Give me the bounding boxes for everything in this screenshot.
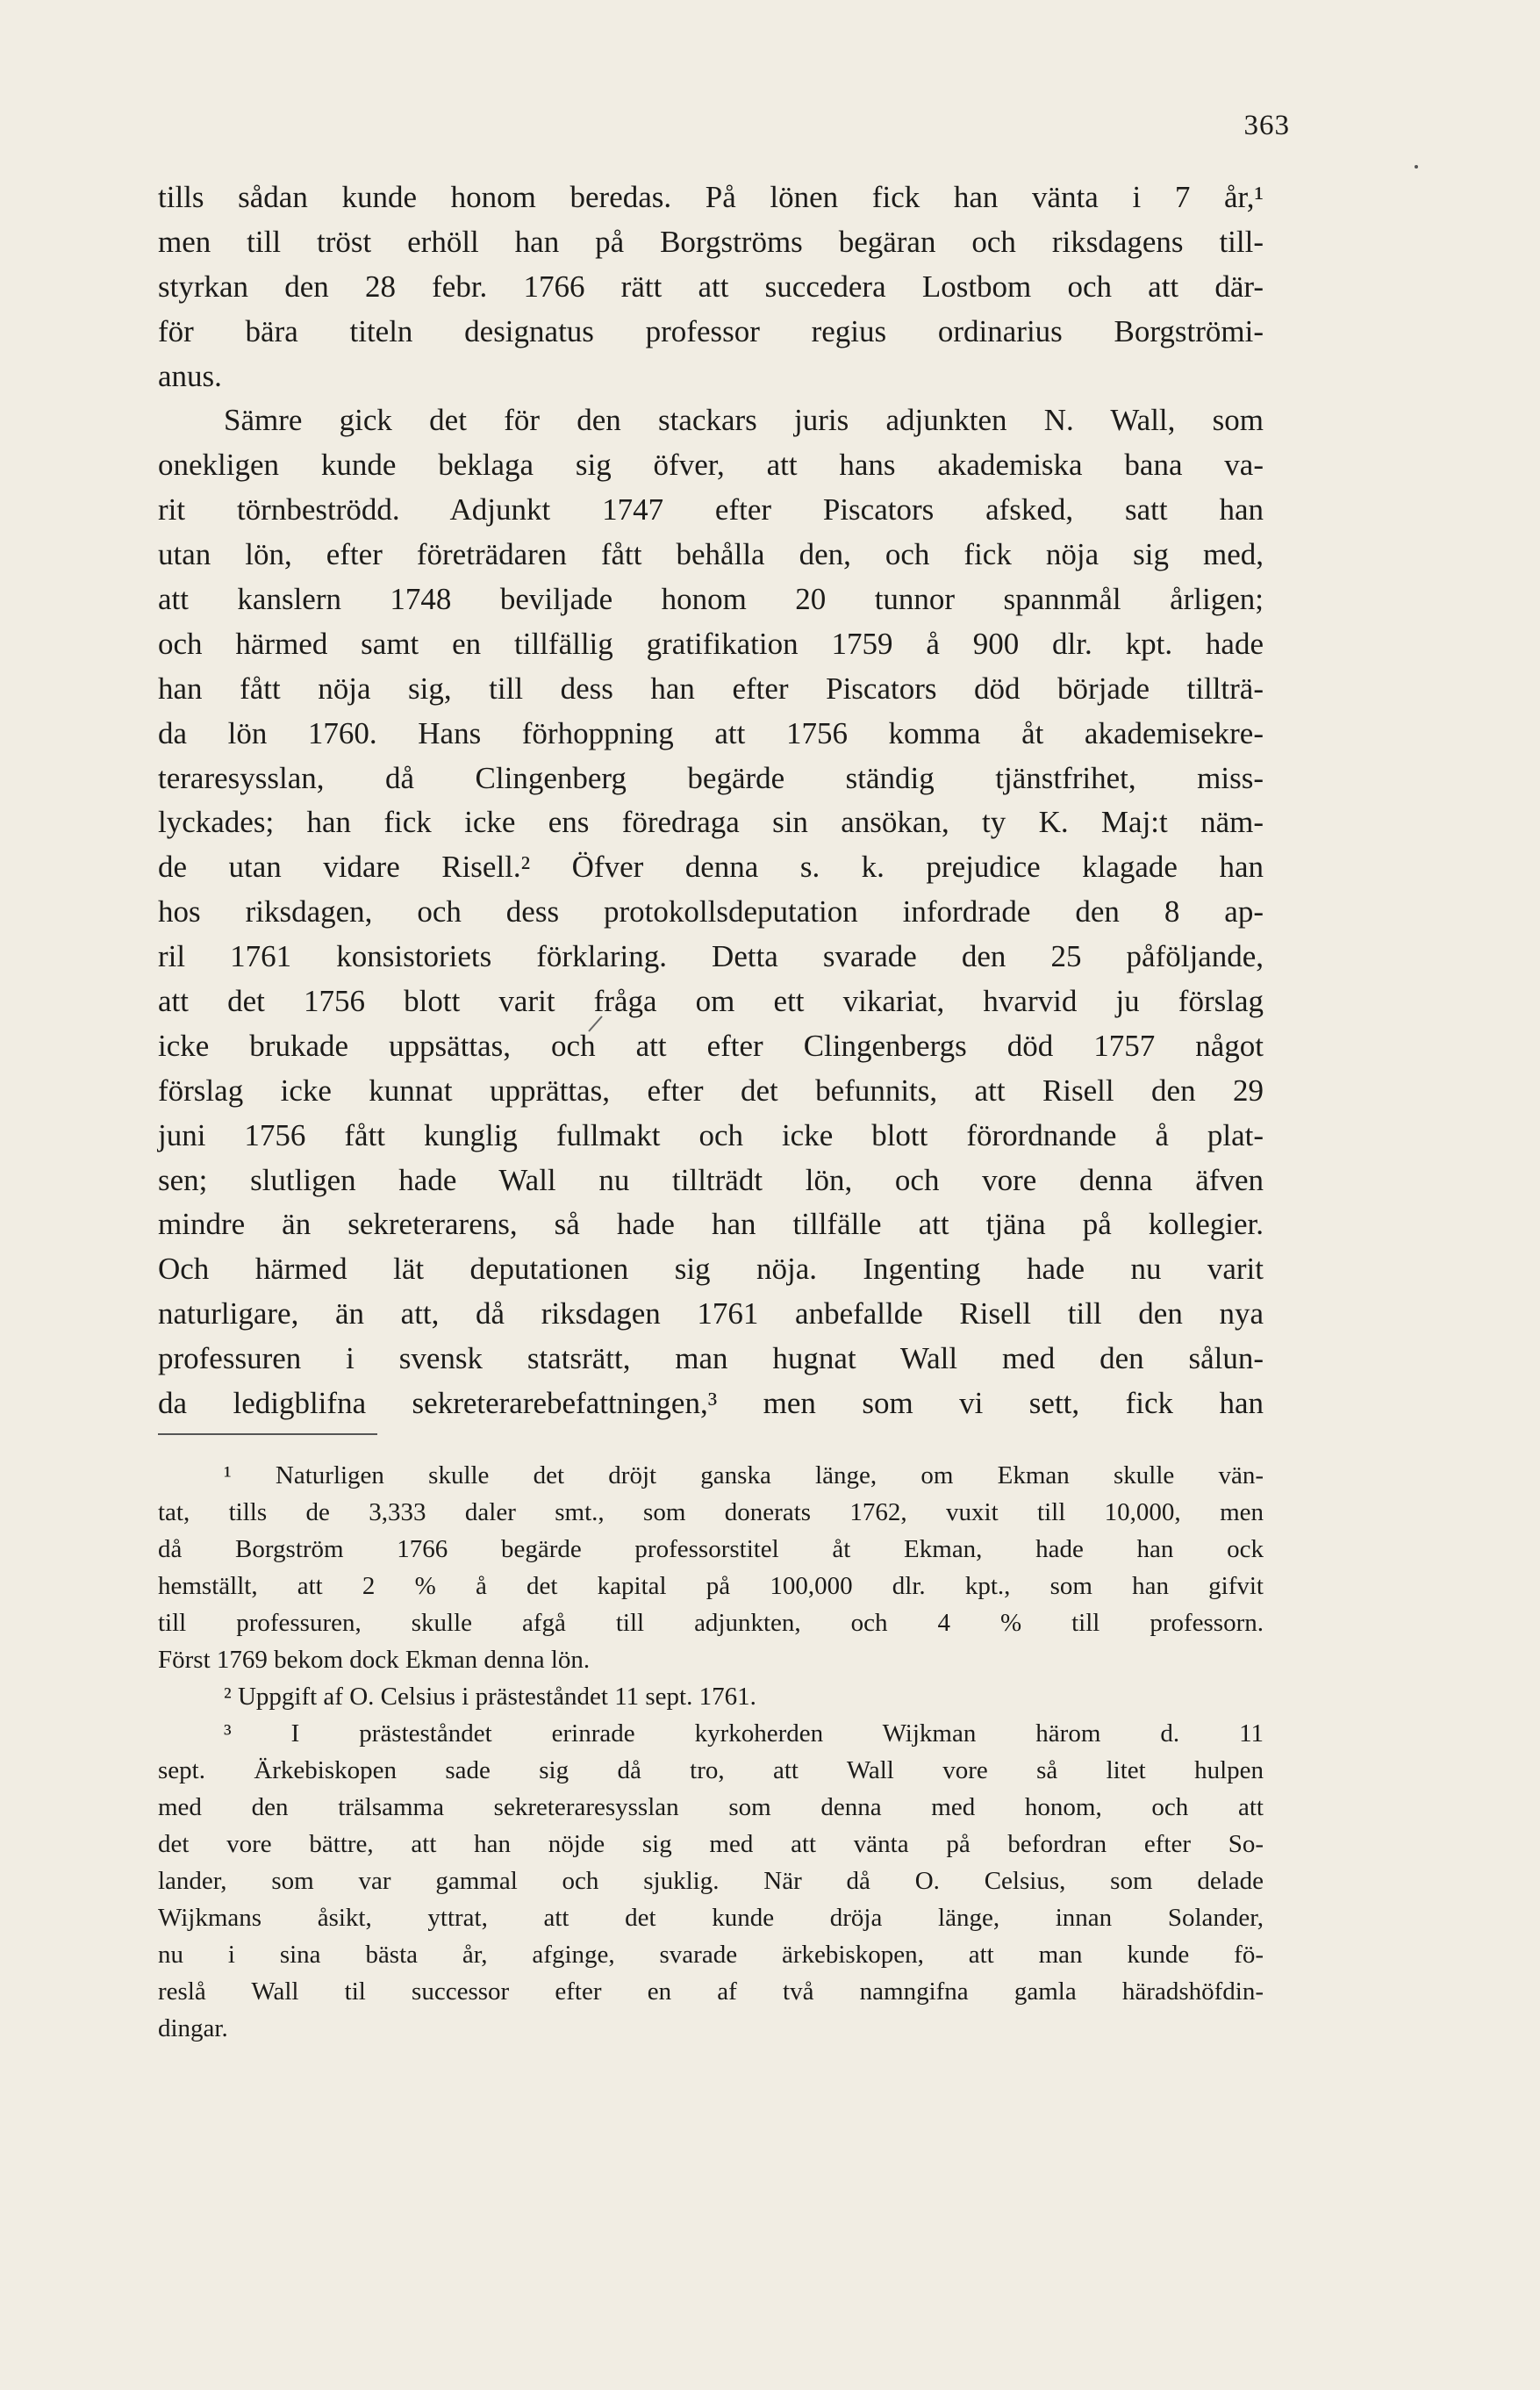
- footnote-line: Wijkmans åsikt, yttrat, att det kunde dröja länge, innan Solander,: [158, 1904, 1264, 1932]
- text-line: utan lön, efter företrädaren fått behålla den, och fick nöja sig med,: [158, 537, 1264, 572]
- text-line: att det 1756 blott varit fråga om ett vikariat, hvarvid ju förslag: [158, 984, 1264, 1019]
- text-line: naturligare, än att, då riksdagen 1761 anbefallde Risell till den nya: [158, 1296, 1264, 1331]
- text-line: han fått nöja sig, till dess han efter Piscators död började tillträ-: [158, 671, 1264, 706]
- main-text: [158, 176, 1264, 1426]
- footnote-line: lander, som var gammal och sjuklig. När då O. Celsius, som delade: [158, 1867, 1264, 1895]
- text-line: hos riksdagen, och dess protokollsdeputation infordrade den 8 ap-: [158, 894, 1264, 929]
- footnote-line: dingar.: [158, 2014, 228, 2042]
- footnote-3-start: ³ I prästeståndet erinrade kyrkoherden Wijkman härom d. 11: [224, 1719, 1264, 1748]
- page-number: 363: [1243, 110, 1290, 141]
- text-line: teraresysslan, då Clingenberg begärde ständig tjänstfrihet, miss-: [158, 760, 1264, 795]
- text-line: och härmed samt en tillfällig gratifikation 1759 å 900 dlr. kpt. hade: [158, 626, 1264, 661]
- text-line: förslag icke kunnat upprättas, efter det befunnits, att Risell den 29: [158, 1073, 1264, 1108]
- footnote-line: till professuren, skulle afgå till adjunkten, och 4 % till professorn.: [158, 1609, 1264, 1637]
- text-line: ril 1761 konsistoriets förklaring. Detta svarade den 25 påföljande,: [158, 939, 1264, 974]
- paragraph-start-line: Sämre gick det för den stackars juris adjunkten N. Wall, som: [224, 403, 1264, 438]
- footnote-line: reslå Wall til successor efter en af två namngifna gamla häradshöfdin-: [158, 1977, 1264, 2006]
- text-line: professuren i svensk statsrätt, man hugnat Wall med den sålun-: [158, 1341, 1264, 1376]
- text-line: tills sådan kunde honom beredas. På lönen fick han vänta i 7 år,¹: [158, 180, 1264, 214]
- footnote-1-start: ¹ Naturligen skulle det dröjt ganska länge, om Ekman skulle vän-: [224, 1461, 1264, 1489]
- text-line: rit törnbeströdd. Adjunkt 1747 efter Piscators afsked, satt han: [158, 492, 1264, 528]
- text-line: lyckades; han fick icke ens föredraga sin ansökan, ty K. Maj:t näm-: [158, 805, 1264, 840]
- text-line: icke brukade uppsättas, och att efter Clingenbergs död 1757 något: [158, 1028, 1264, 1063]
- text-line: för bära titeln designatus professor regius ordinarius Borgströmi-: [158, 313, 1264, 348]
- text-line: da ledigblifna sekreterarebefattningen,³ men som vi sett, fick han: [158, 1386, 1264, 1421]
- text-line: att kanslern 1748 beviljade honom 20 tunnor spannmål årligen;: [158, 582, 1264, 617]
- footnote-line: hemställt, att 2 % å det kapital på 100,000 dlr. kpt., som han gifvit: [158, 1572, 1264, 1600]
- text-line: de utan vidare Risell.² Öfver denna s. k. prejudice klagade han: [158, 850, 1264, 885]
- footnote-line: nu i sina bästa år, afginge, svarade ärkebiskopen, att man kunde fö-: [158, 1941, 1264, 1969]
- text-line: onekligen kunde beklaga sig öfver, att hans akademiska bana va-: [158, 448, 1264, 483]
- footnote-line: med den trälsamma sekreteraresysslan som denna med honom, och att: [158, 1793, 1264, 1821]
- footnotes: [158, 1457, 1264, 2047]
- footnote-line: tat, tills de 3,333 daler smt., som donerats 1762, vuxit till 10,000, men: [158, 1498, 1264, 1526]
- footnote-line: sept. Ärkebiskopen sade sig då tro, att Wall vore så litet hulpen: [158, 1756, 1264, 1784]
- text-line: styrkan den 28 febr. 1766 rätt att succedera Lostbom och att där-: [158, 269, 1264, 304]
- footnote-rule: [158, 1433, 377, 1435]
- text-line: mindre än sekreterarens, så hade han tillfälle att tjäna på kollegier.: [158, 1207, 1264, 1242]
- text-line: juni 1756 fått kunglig fullmakt och icke blott förordnande å plat-: [158, 1117, 1264, 1152]
- dot-mark: [1415, 165, 1418, 169]
- footnote-line: Först 1769 bekom dock Ekman denna lön.: [158, 1646, 591, 1674]
- text-line: Och härmed lät deputationen sig nöja. Ingenting hade nu varit: [158, 1252, 1264, 1287]
- footnote-2: ² Uppgift af O. Celsius i prästeståndet 11 sept. 1761.: [224, 1683, 756, 1711]
- text-line: men till tröst erhöll han på Borgströms begäran och riksdagens till-: [158, 224, 1264, 259]
- footnote-line: då Borgström 1766 begärde professorstitel åt Ekman, hade han ock: [158, 1535, 1264, 1563]
- footnote-line: det vore bättre, att han nöjde sig med att vänta på befordran efter So-: [158, 1830, 1264, 1858]
- text-line: da lön 1760. Hans förhoppning att 1756 komma åt akademisekre-: [158, 715, 1264, 750]
- text-line: anus.: [158, 358, 222, 393]
- text-line: sen; slutligen hade Wall nu tillträdt lön, och vore denna äfven: [158, 1162, 1264, 1197]
